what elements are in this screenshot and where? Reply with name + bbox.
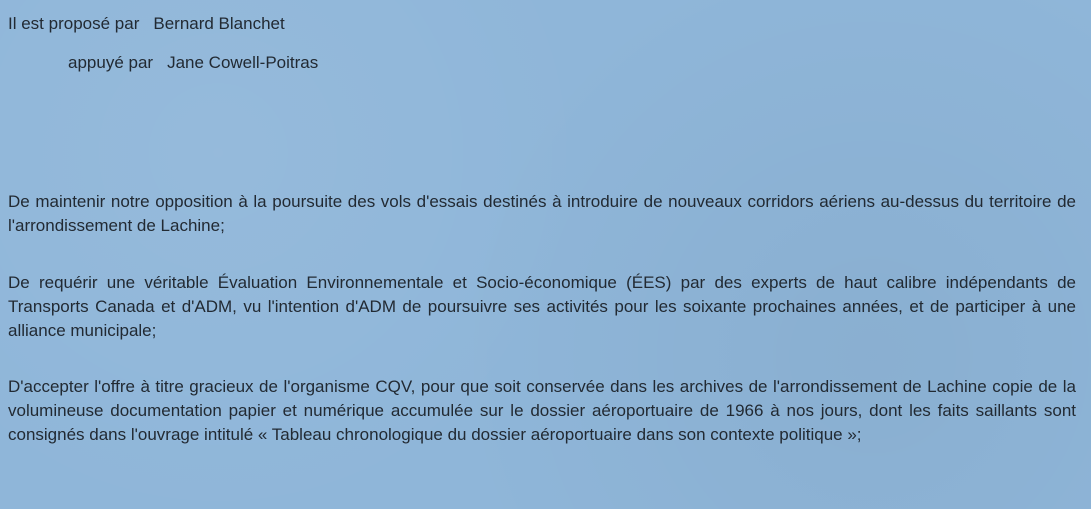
seconder-name: Jane Cowell-Poitras (167, 53, 319, 72)
resolution-paragraph-1: De maintenir notre opposition à la poursuite des vols d'essais destinés à introduire de nouveaux corridors aériens au-dessus du territoire de l'arrondissement de Lachine; (8, 192, 1076, 235)
proposed-by-line (8, 14, 285, 34)
proposed-by-label: Il est proposé par (8, 14, 140, 33)
resolution-paragraph-2: De requérir une véritable Évaluation Environnementale et Socio-économique (ÉES) par des experts de haut calibre indépendants de Transports Canada et d'ADM, vu l'intention d'ADM de poursuivre ses activités pour les soixante prochaines années, et de participer à une alliance municipale; (8, 273, 1076, 340)
resolution-paragraph-3: D'accepter l'offre à titre gracieux de l'organisme CQV, pour que soit conservée dans les archives de l'arrondissement de Lachine copie de la volumineuse documentation papier et numérique accumulée sur le dossier aéroportuaire de 1966 à nos jours, dont les faits saillants sont consignés dans l'ouvrage intitulé « Tableau chronologique du dossier aéroportuaire dans son contexte politique »; (8, 377, 1076, 444)
seconded-by-label: appuyé par (68, 53, 154, 72)
seconded-by-line (68, 53, 318, 73)
proposer-name: Bernard Blanchet (153, 14, 285, 33)
